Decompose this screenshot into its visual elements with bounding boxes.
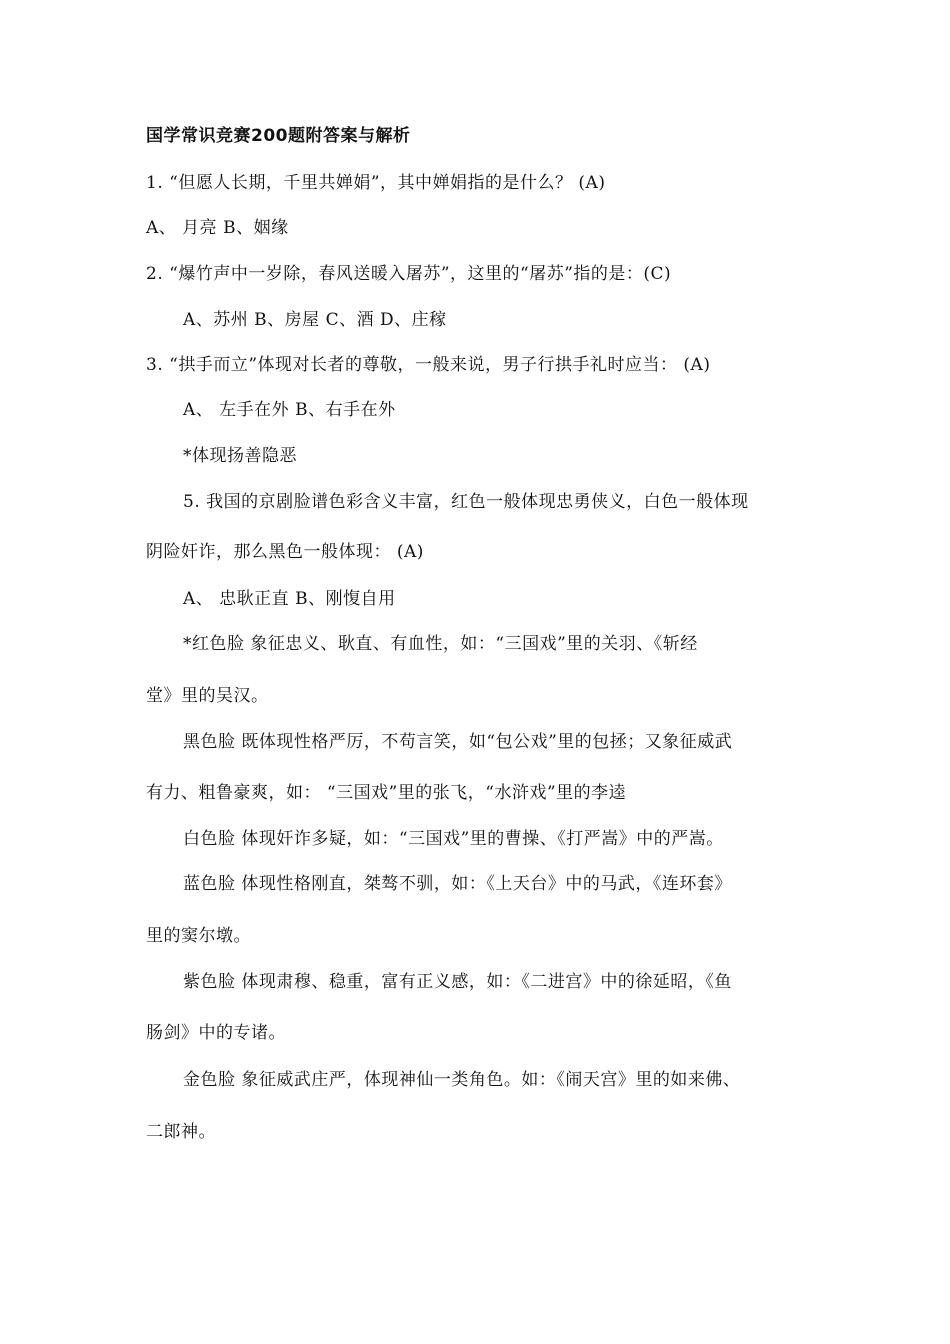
question-1-options: A、 月亮 B、姻缘 [146, 218, 289, 238]
blue-face-note-line-1: 蓝色脸 体现性格刚直，桀骜不驯，如：《上天台》中的马武，《连环套》 [183, 874, 732, 894]
question-3-note: *体现扬善隐恶 [183, 446, 297, 466]
gold-face-note-line-1: 金色脸 象征威武庄严，体现神仙一类角色。如：《闹天宫》里的如来佛、 [183, 1070, 741, 1090]
question-3: 3. “拱手而立”体现对长者的尊敬，一般来说，男子行拱手礼时应当： (A) [146, 355, 711, 375]
question-3-options: A、 左手在外 B、右手在外 [183, 400, 396, 420]
black-face-note-line-2: 有力、粗鲁豪爽，如： “三国戏”里的张飞，“水浒戏”里的李逵 [146, 783, 627, 803]
question-1: 1. “但愿人长期，千里共婵娟”，其中婵娟指的是什么？ (A) [146, 173, 606, 193]
blue-face-note-line-2: 里的窦尔墩。 [146, 926, 251, 946]
purple-face-note-line-1: 紫色脸 体现肃穆、稳重，富有正义感，如：《二进宫》中的徐延昭，《鱼 [183, 972, 732, 992]
red-face-note-line-1: *红色脸 象征忠义、耿直、有血性，如：“三国戏”里的关羽、《斩经 [183, 634, 698, 654]
purple-face-note-line-2: 肠剑》中的专诸。 [146, 1023, 286, 1043]
question-5-options: A、 忠耿正直 B、刚愎自用 [183, 589, 396, 609]
question-2: 2. “爆竹声中一岁除，春风送暖入屠苏”，这里的“屠苏”指的是：(C) [146, 264, 672, 284]
question-5-line-2: 阴险奸诈，那么黑色一般体现： (A) [146, 542, 424, 562]
gold-face-note-line-2: 二郎神。 [146, 1122, 216, 1142]
question-2-options: A、苏州 B、房屋 C、酒 D、庄稼 [183, 310, 447, 330]
white-face-note: 白色脸 体现奸诈多疑，如：“三国戏”里的曹操、《打严嵩》中的严嵩。 [183, 829, 724, 849]
question-5-line-1: 5. 我国的京剧脸谱色彩含义丰富，红色一般体现忠勇侠义，白色一般体现 [183, 492, 749, 512]
red-face-note-line-2: 堂》里的吴汉。 [146, 686, 269, 706]
document-title: 国学常识竞赛200题附答案与解析 [146, 126, 411, 146]
black-face-note-line-1: 黑色脸 既体现性格严厉，不苟言笑，如“包公戏”里的包拯；又象征威武 [183, 732, 733, 752]
